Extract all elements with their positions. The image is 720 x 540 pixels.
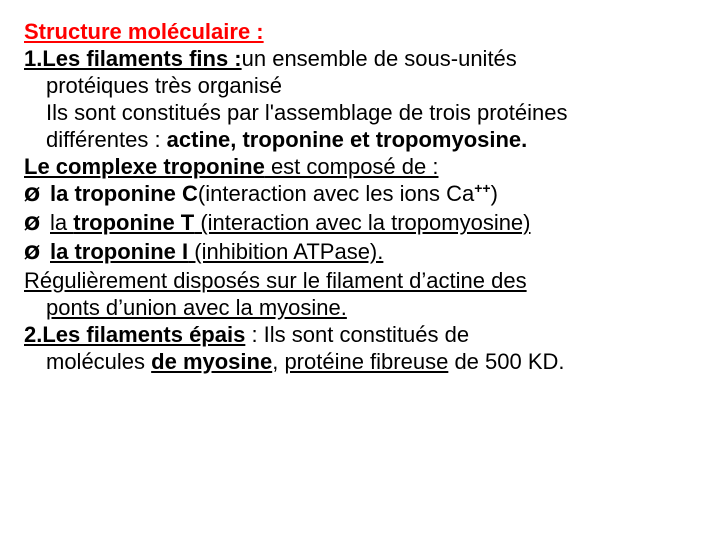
bullet1-superscript: ++ xyxy=(474,180,491,196)
section1-line4-text: différentes : xyxy=(46,127,167,152)
section2-line2-c: , xyxy=(272,349,285,374)
arrow-bullet-icon: Ø xyxy=(24,184,41,206)
section1-line3-text: Ils sont constitués par l'assemblage de trois protéines xyxy=(46,100,568,125)
section2-proteine-fibreuse: protéine fibreuse xyxy=(284,349,449,374)
bullet-troponine-i xyxy=(24,238,704,267)
section1-line1 xyxy=(24,45,704,72)
section1-line3 xyxy=(24,99,704,126)
complexe-line xyxy=(24,153,704,180)
ponts-line2-text: ponts d’union avec la myosine. xyxy=(46,295,347,320)
slide-title-line xyxy=(24,18,704,45)
slide-content xyxy=(24,18,704,375)
complexe-text: est composé de : xyxy=(264,154,439,179)
ponts-line1 xyxy=(24,267,704,294)
slide-title: Structure moléculaire : xyxy=(24,19,264,44)
ponts-line1-text: Régulièrement disposés sur le filament d’actine des xyxy=(24,268,527,293)
section1-line1-text: un ensemble de sous-unités xyxy=(241,46,517,71)
ponts-line2 xyxy=(24,294,704,321)
section2-line1 xyxy=(24,321,704,348)
bullet3-desc: (inhibition ATPase). xyxy=(188,239,384,264)
section2-line2 xyxy=(24,348,704,375)
section1-line2-text: protéiques très organisé xyxy=(46,73,283,98)
section1-proteins: actine, troponine et tropomyosine. xyxy=(166,127,528,152)
section2-heading: 2.Les filaments épais xyxy=(24,322,246,347)
section2-line1-text: : Ils sont constitués de xyxy=(245,322,470,347)
arrow-bullet-icon: Ø xyxy=(24,242,41,264)
bullet3-name: la troponine I xyxy=(50,239,189,264)
bullet2-pre: la xyxy=(50,210,74,235)
section1-heading: 1.Les filaments fins : xyxy=(24,46,242,71)
section1-line4 xyxy=(24,126,704,153)
section1-line2 xyxy=(24,72,704,99)
arrow-bullet-icon: Ø xyxy=(24,213,41,235)
bullet1-close: ) xyxy=(490,181,498,206)
bullet-troponine-c xyxy=(24,180,704,209)
section2-line2-e: de 500 KD. xyxy=(448,349,565,374)
section2-myosine: de myosine xyxy=(151,349,273,374)
bullet-troponine-t xyxy=(24,209,704,238)
complexe-heading: Le complexe troponine xyxy=(24,154,265,179)
bullet1-name: la troponine C xyxy=(50,181,198,206)
bullet2-desc: (interaction avec la tropomyosine) xyxy=(194,210,531,235)
section2-line2-a: molécules xyxy=(46,349,152,374)
bullet1-desc: (interaction avec les ions Ca xyxy=(197,181,475,206)
bullet2-name: troponine T xyxy=(73,210,195,235)
